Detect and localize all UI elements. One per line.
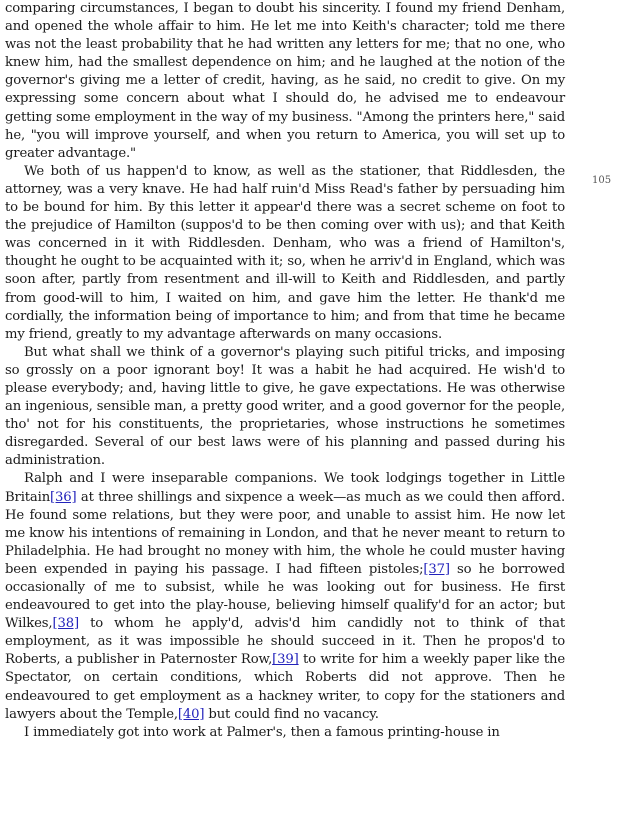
paragraph-text: Ralph and I were inseparable companions. We took lodgings together in Little Britain xyxy=(5,471,565,505)
paragraph-text: to write for him a weekly paper like the Spectator, on certain conditions, which Roberts did not approve. Then he endeavoured to get employment as a hackney writer, to copy for the stationers and lawyers about the Temple, xyxy=(5,652,565,722)
paragraph-text: so he borrowed occasionally of me to subsist, while he was looking out for business. He first endeavoured to get into the play-house, believing himself qualify'd for an actor; but Wilkes, xyxy=(5,561,565,632)
paragraph xyxy=(5,163,565,344)
paragraph-text: to whom he apply'd, advis'd him candidly not to think of that employment, as it was impossible he should succeed in it. Then he propos'd to Roberts, a publisher in Paternoster Row, xyxy=(5,616,565,668)
footnote-link[interactable]: [40] xyxy=(177,706,205,722)
footnote-link[interactable]: [36] xyxy=(50,489,77,505)
paragraph-text: We both of us happen'd to know, as well as the stationer, that Riddlesden, the attorney, was a very knave. He had half ruin'd Miss Read's father by persuading him to be bound for him. By this letter it appear'd there was a secret scheme on foot to the prejudice of Hamilton (suppos'd to be then coming over with us); and that Keith was concerned in it with Riddlesden. Denham, who was a friend of Hamilton's, thought he ought to be acquainted with it; so, when he arriv'd in England, which was soon after, partly from resentment and ill-will to Keith and Riddlesden, and partly from good-will to him, I waited on him, and gave him the letter. He thank'd me cordially, the information being of importance to him; and from that time he became my friend, greatly to my advantage afterwards on many occasions. xyxy=(5,163,565,342)
page-number: 105 xyxy=(592,175,612,186)
paragraph xyxy=(5,724,565,742)
book-page-text xyxy=(5,0,565,742)
paragraph xyxy=(5,470,565,723)
paragraph-text: But what shall we think of a governor's playing such pitiful tricks, and imposing so grossly on a poor ignorant boy! It was a habit he had acquired. He wish'd to please everybody; and, having little to give, he gave expectations. He was otherwise an ingenious, sensible man, a pretty good writer, and a good governor for the people, tho' not for his constituents, the proprietaries, whose instructions he sometimes disregarded. Several of our best laws were of his planning and passed during his administration. xyxy=(5,344,565,469)
paragraph xyxy=(5,344,565,471)
footnote-link[interactable]: [37] xyxy=(423,561,450,577)
paragraph-text: at three shillings and sixpence a week—as much as we could then afford. He found some relations, but they were poor, and unable to assist him. He now let me know his intentions of remaining in London, and that he never meant to return to Philadelphia. He had brought no money with him, the whole he could muster having been expended in paying his passage. I had fifteen pistoles; xyxy=(5,489,565,577)
footnote-link[interactable]: [38] xyxy=(52,616,79,632)
paragraph-text: comparing circumstances, I began to doubt his sincerity. I found my friend Denham, and opened the whole affair to him. He let me into Keith's character; told me there was not the least probability that he had written any letters for me; that no one, who knew him, had the smallest dependence on him; and he laughed at the notion of the governor's giving me a letter of credit, having, as he said, no credit to give. On my expressing some concern about what I should do, he advised me to endeavour getting some employment in the way of my business. "Among the printers here," said he, "you will improve yourself, and when you return to America, you will set up to greater advantage." xyxy=(5,1,565,161)
paragraph-text: but could find no vacancy. xyxy=(204,706,379,722)
footnote-link[interactable]: [39] xyxy=(272,652,299,668)
paragraph-text: I immediately got into work at Palmer's, then a famous printing-house in xyxy=(24,724,500,740)
paragraph xyxy=(5,0,565,163)
